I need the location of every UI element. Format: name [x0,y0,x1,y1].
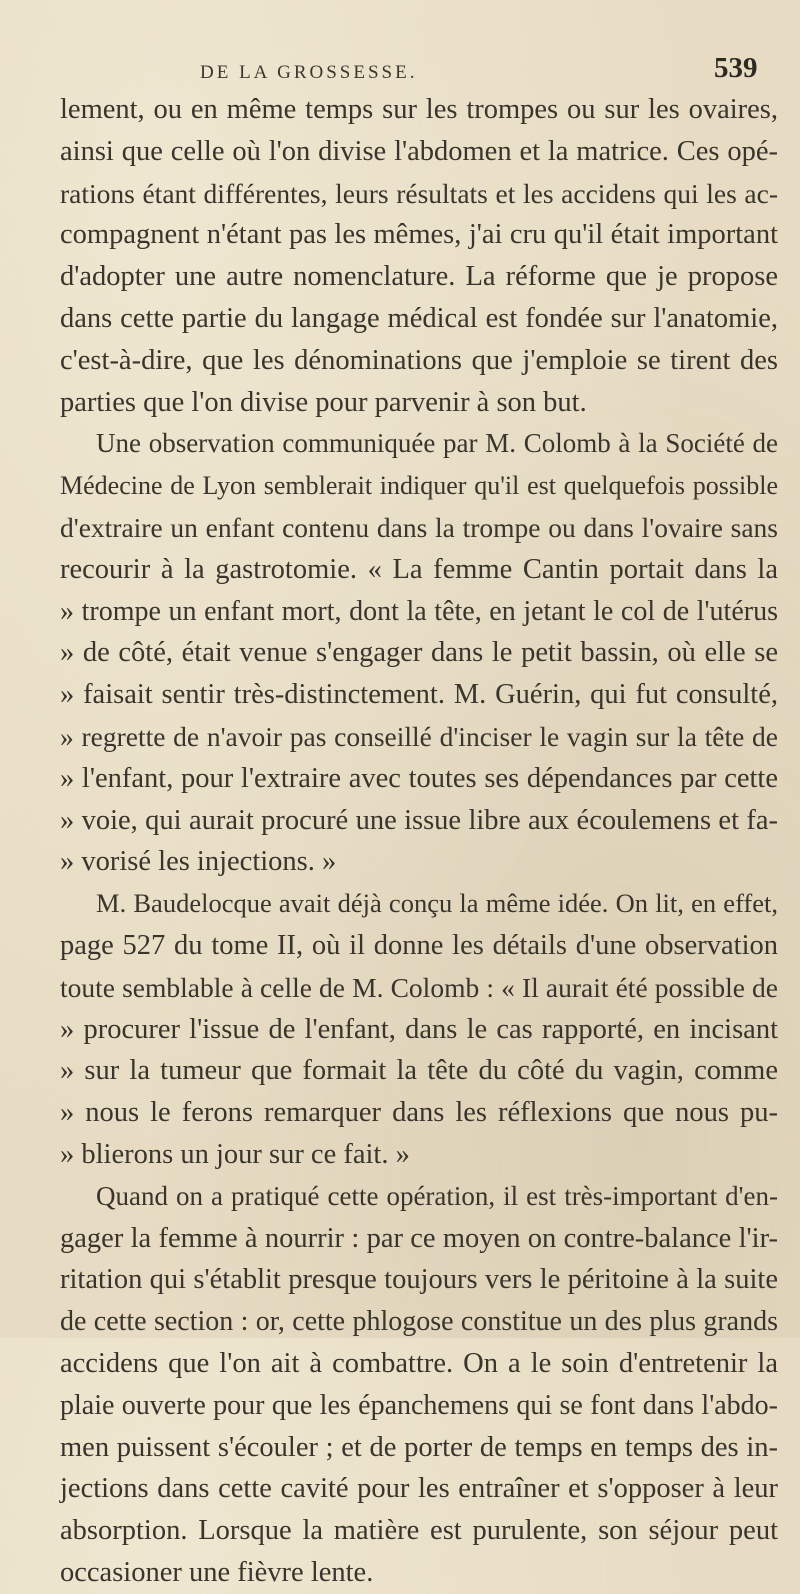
text-line: accidens que l'on ait à combattre. On a le soin d'entretenir la [60,1347,778,1379]
quote-line: » trompe un enfant mort, dont la tête, en jetant le col de l'utérus [60,595,778,627]
text-line: plaie ouverte pour que les épanchemens qui se font dans l'abdo- [60,1389,778,1421]
text-line: Médecine de Lyon semblerait indiquer qu'il est quelquefois possible [60,471,778,501]
text-line: jections dans cette cavité pour les entraîner et s'opposer à leur [60,1473,778,1505]
page-header [0,50,800,90]
quote-line: » procurer l'issue de l'enfant, dans le cas rapporté, en incisant [60,1013,778,1045]
quote-line: » de côté, était venue s'engager dans le petit bassin, où elle se [60,637,778,669]
paragraph-start: Quand on a pratiqué cette opération, il est très-important d'en- [96,1180,778,1211]
paragraph-start: M. Baudelocque avait déjà conçu la même idée. On lit, en effet, [96,888,778,919]
text-line: dans cette partie du langage médical est fondée sur l'anatomie, [60,302,778,334]
text-line: d'extraire un enfant contenu dans la trompe ou dans l'ovaire sans [60,511,778,543]
quote-line: » regrette de n'avoir pas conseillé d'inciser le vagin sur la tête de [60,720,778,752]
text-line: occasioner une fièvre lente. [60,1556,374,1588]
text-line: d'adopter une autre nomenclature. La réforme que je propose [60,261,778,293]
quote-line: » sur la tumeur que formait la tête du côté du vagin, comme [60,1055,778,1087]
quote-line: » l'enfant, pour l'extraire avec toutes ses dépendances par cette [60,762,778,794]
quote-line: » blierons un jour sur ce fait. » [60,1138,410,1170]
text-line: absorption. Lorsque la matière est purulente, son séjour peut [60,1515,778,1547]
quote-line: » vorisé les injections. » [60,846,337,878]
body-text [60,89,778,1594]
text-line: recourir à la gastrotomie. « La femme Cantin portait dans la [60,553,778,585]
paragraph-start: Une observation communiquée par M. Colomb à la Société de [96,428,778,459]
text-line: parties que l'on divise pour parvenir à son but. [60,386,587,418]
text-line: page 527 du tome II, où il donne les détails d'une observation [60,929,778,961]
text-line: rations étant différentes, leurs résultats et les accidens qui les ac- [60,177,778,209]
text-line: compagnent n'étant pas les mêmes, j'ai cru qu'il était important [60,219,778,251]
text-line: gager la femme à nourrir : par ce moyen on contre-balance l'ir- [60,1222,778,1254]
text-line: c'est-à-dire, que les dénominations que j'emploie se tirent des [60,344,778,376]
text-line: de cette section : or, cette phlogose constitue un des plus grands [60,1306,778,1338]
quote-line: » faisait sentir très-distinctement. M. Guérin, qui fut consulté, [60,679,778,711]
quote-line: » voie, qui aurait procuré une issue libre aux écoulemens et fa- [60,804,778,836]
text-line: men puissent s'écouler ; et de porter de temps en temps des in- [60,1431,778,1463]
text-line: ritation qui s'établit presque toujours vers le péritoine à la suite [60,1264,778,1296]
page-number: 539 [714,52,758,84]
text-line: ainsi que celle où l'on divise l'abdomen et la matrice. Ces opé- [60,135,778,167]
quote-line: » nous le ferons remarquer dans les réflexions que nous pu- [60,1097,778,1129]
running-title: DE LA GROSSESSE. [200,62,418,83]
text-line: toute semblable à celle de M. Colomb : « Il aurait été possible de [60,971,778,1003]
text-line: lement, ou en même temps sur les trompes ou sur les ovaires, [60,94,778,125]
